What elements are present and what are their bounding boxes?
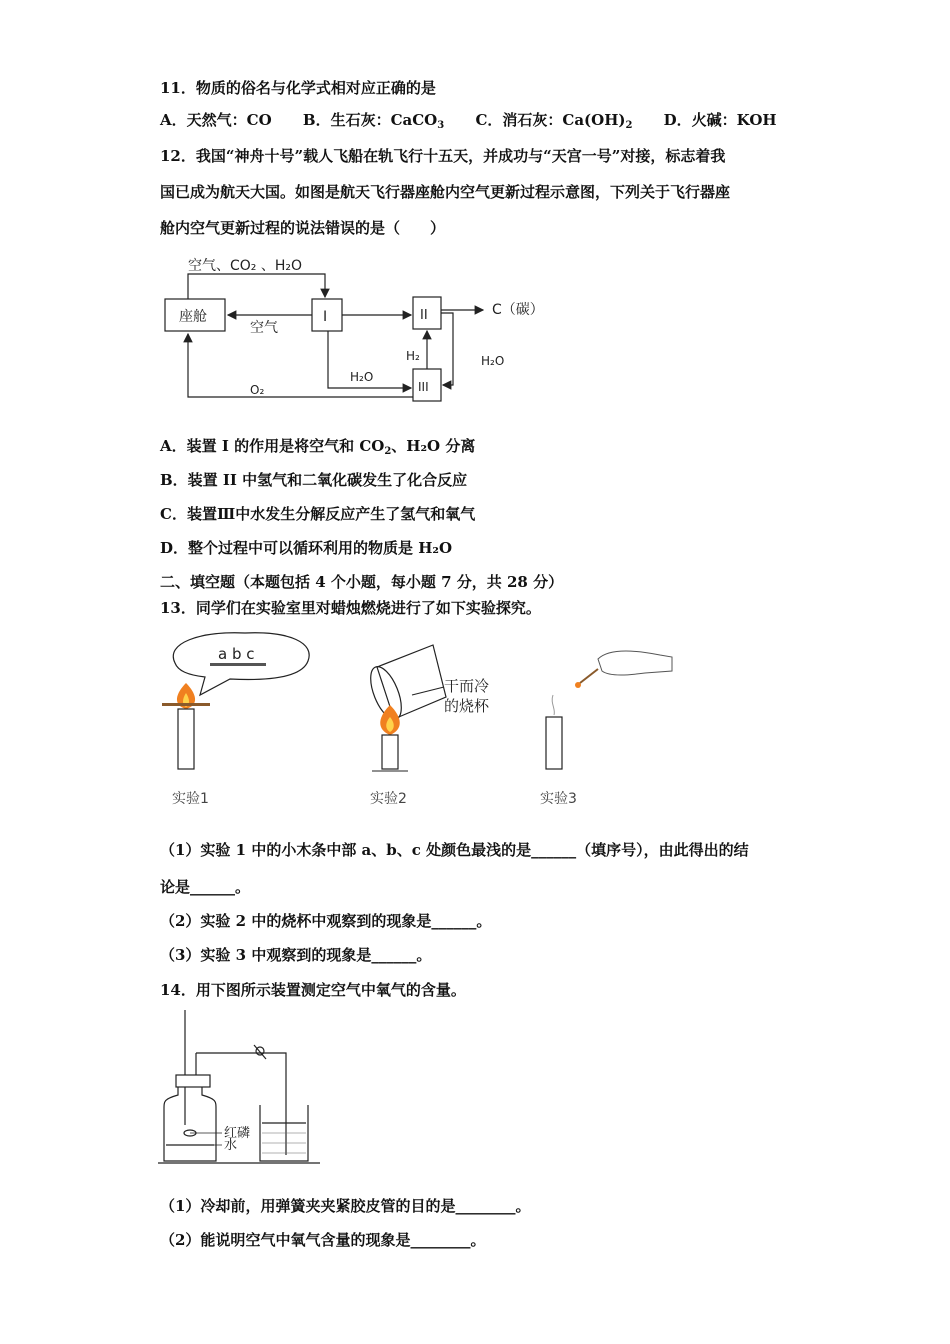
q12-stem-line1: 12．我国“神舟十号”载人飞船在轨飞行十五天，并成功与“天宫一号”对接，标志着我 [160,147,726,165]
candle-experiments-figure [150,625,690,815]
q11-option-c[interactable]: C．消石灰：$Ca(OH)_2$ [475,111,633,131]
arrow-cabin-to-device1 [188,274,325,299]
q13-part1-line1: （1）实验 1 中的小木条中部 a、b、c 处颜色最浅的是______（填序号），由此得出的结 [160,841,749,859]
q12-option-c[interactable]: C．装置Ⅲ中水发生分解反应产生了氢气和氧气 [160,505,476,523]
bottle-stopper [176,1075,210,1087]
diagram-device3-label: III [418,380,429,394]
diagram-h2o-right-label: H₂O [481,354,505,368]
water-label: 水 [224,1138,238,1153]
match-flame [575,682,581,688]
arrow-h2o-recycle [441,313,453,385]
experiment2-illustration [364,645,490,807]
diagram-top-label: 空气、CO₂ 、H₂O [188,258,303,274]
oxygen-measurement-apparatus [150,1005,340,1170]
q11-option-d[interactable]: D．火碱：KOH [663,111,777,129]
beaker-label-line1: 干而冷 [444,677,490,695]
exp1-label: 实验1 [172,791,209,807]
beaker-label-line2: 的烧杯 [444,697,490,715]
experiment3-illustration [540,651,672,807]
exp1-wood-strip [162,703,210,706]
diagram-h2-label: H₂ [406,349,420,363]
q13-stem: 13．同学们在实验室里对蜡烛燃烧进行了如下实验探究。 [160,599,541,617]
match-stick [580,669,598,683]
exp2-label: 实验2 [370,791,407,807]
diagram-o2-label: O₂ [250,383,265,397]
q13-part2: （2）实验 2 中的烧杯中观察到的现象是______。 [160,912,492,930]
air-renewal-diagram [150,250,570,410]
q14-part1: （1）冷却前，用弹簧夹夹紧胶皮管的目的是________。 [160,1197,531,1215]
diagram-cabin-label: 座舱 [179,309,207,325]
diagram-air-label: 空气 [250,320,278,336]
q12-option-d[interactable]: D．整个过程中可以循环利用的物质是 H₂O [160,539,453,557]
exp3-label: 实验3 [540,791,577,807]
diagram-h2o-bottom-label: H₂O [350,370,374,384]
q13-part3: （3）实验 3 中观察到的现象是______。 [160,946,432,964]
exp3-candle [546,717,562,769]
diagram-device2-label: II [420,308,428,323]
q12-option-b[interactable]: B．装置 II 中氢气和二氧化碳发生了化合反应 [160,471,468,489]
hand-with-match [598,651,672,675]
q14-part2: （2）能说明空气中氧气含量的现象是________。 [160,1231,486,1249]
diagram-carbon-label: C（碳） [492,302,544,318]
q13-part1-line2: 论是______。 [160,878,251,896]
bubble-stick [210,663,266,666]
section-heading: 二、填空题（本题包括 4 个小题，每小题 7 分，共 28 分） [160,573,564,591]
collecting-bottle [164,1087,216,1161]
q11-option-a[interactable]: A．天然气：CO [160,111,272,129]
exp1-candle [178,709,194,769]
diagram-device1-label: I [323,309,328,325]
q14-stem: 14．用下图所示装置测定空气中氧气的含量。 [160,981,466,999]
q11-options [160,110,777,136]
exp2-candle [382,735,398,769]
bubble-abc-label: a b c [218,645,255,663]
experiment1-illustration [162,633,309,807]
white-smoke [552,695,554,715]
q11-stem: 11．物质的俗名与化学式相对应正确的是 [160,79,436,97]
q12-stem-line2: 国已成为航天大国。如图是航天飞行器座舱内空气更新过程示意图，下列关于飞行器座 [160,183,731,201]
q12-option-a[interactable]: A．装置 I 的作用是将空气和 $CO_2$、H₂O 分离 [160,437,476,457]
q12-stem-line3: 舱内空气更新过程的说法错误的是（ ） [160,219,446,237]
q11-option-b[interactable]: B．生石灰：CaCO$_3$ [302,111,445,131]
red-phosphorus-label: 红磷 [224,1126,251,1141]
